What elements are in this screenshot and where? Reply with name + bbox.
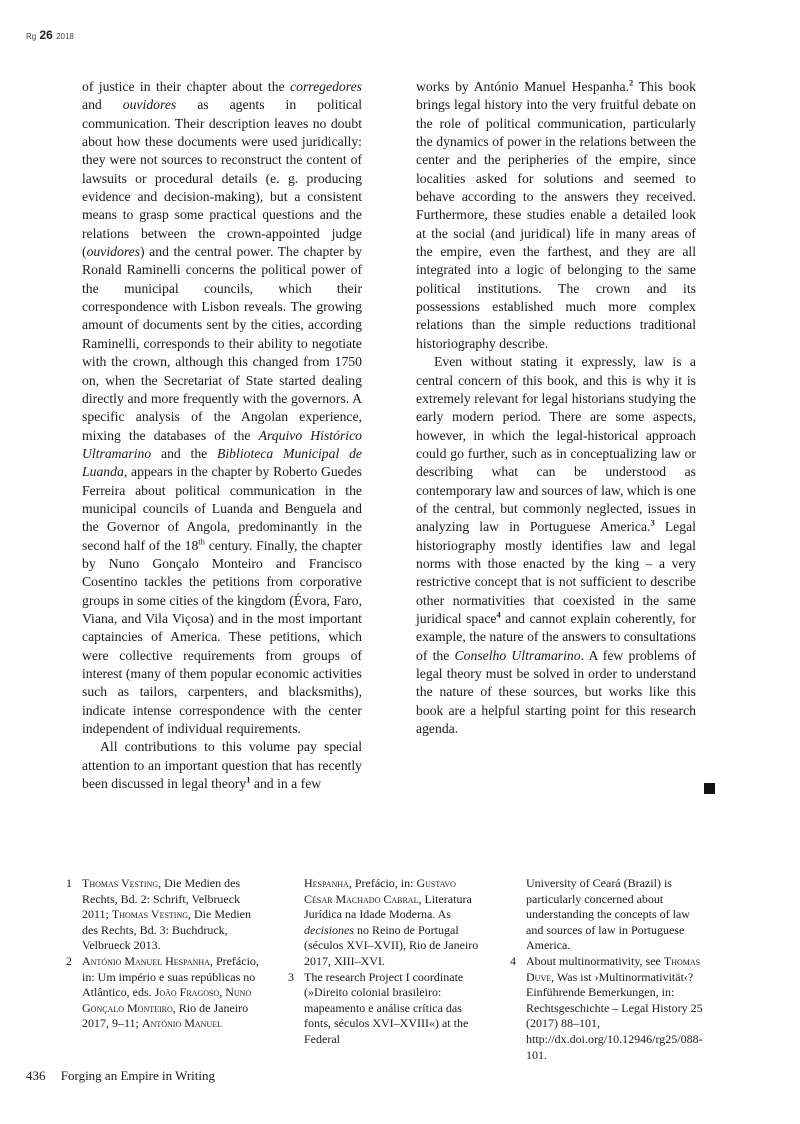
author-name: Hespanha [304,876,349,890]
journal-year: 2018 [56,32,74,41]
text-run: About multinormativity, see [526,953,664,968]
text-run: , Was ist ›Multinormativität‹? Einführende Bemerkungen, in: Rechtsgeschichte – Legal History 25 (2017) 88–101, http://dx.doi.org/10.12946/rg25/088-101. [526,969,703,1062]
ordinal-superscript: th [198,536,205,547]
footnote-number: 4 [510,953,516,968]
footnotes-column-3 [510,876,704,1063]
footnote-number: 2 [66,953,72,968]
text-run: , Prefácio, in: Um império e suas repúblicas no Atlântico, eds. [82,953,259,1000]
left-column [82,78,362,793]
italic-term: Conselho Ultramarino [454,647,581,663]
text-run: no Reino de Portugal (séculos XVI–XVII), Rio de Janeiro 2017, XIII–XVI. [304,922,479,968]
author-name: António Manuel [141,1016,222,1031]
italic-term: ouvidores [86,244,141,260]
italic-term: Arquivo Histórico Ultramarino [82,427,362,461]
italic-term: Biblioteca Municipal de Luanda [82,445,362,480]
footnote-number: 3 [288,969,294,984]
footnote-ref-1[interactable]: 1 [246,774,251,785]
paragraph [416,78,696,353]
footnote-4 [510,954,704,1063]
right-column [416,78,696,738]
text-run: ) and the central power. The chapter by Ronald Raminelli concerns the political power of the municipal councils, which their correspondence with Lisbon reveals. The growing amount of documents sent by the cities, according Raminelli, corresponds to their ability to negotiate with the crown, although this changed from 1750 on, when the Secretariat of State started dealing directly and more frequently with the governors. A specific analysis of the Angolan experience, mixing the databases of the [82,244,362,443]
italic-term: ouvidores [122,97,177,113]
text-run: works by António Manuel Hespanha. [416,79,629,94]
footnote-ref-2[interactable]: 2 [629,77,634,88]
italic-term: corregedores [290,79,362,94]
footnote-ref-4[interactable]: 4 [496,609,501,620]
footnote-2 [66,954,260,1032]
italic-term: decisiones [304,922,354,937]
author-name: Gustavo César Machado Cabral [304,876,456,906]
footnote-3-continued [526,876,704,954]
author-name: Nuno Gonçalo Monteiro [82,985,252,1015]
text-run: , [219,985,226,1000]
journal-volume: 26 [39,28,53,42]
text-run: , appears in the chapter by Roberto Guedes Ferreira about political communication in the municipal councils of Luanda and Benguela and the Governor of Angola, predominantly in the second half of the 18 [82,464,362,553]
text-run: as agents in political communication. Their description leaves no doubt about how these documents were used juridically: they were not sources to reconstruct the content of lawsuits or procedural details (e. g. producing evidence and decision-making), but a consistent means to grasp some practical questions and the relations between the crown-appointed judge ( [82,97,363,260]
footnote-1 [66,876,260,954]
running-title: Forging an Empire in Writing [60,1068,216,1083]
text-run: and in a few [250,776,322,792]
footnotes-column-1 [66,876,260,1032]
text-run: , Literatura Jurídica na Idade Moderna. As [304,891,472,922]
text-run: All contributions to this volume pay special attention to an important question that has recently been discussed in legal theory [82,739,362,792]
text-run: , Die Medien des Rechts, Bd. 3: Buchdruck, Velbrueck 2013. [82,907,251,953]
footnote-ref-3[interactable]: 3 [650,517,655,528]
author-name: João Fragoso [154,985,220,1000]
footnote-number: 1 [66,876,72,890]
text-run: , Prefácio, in: [348,876,417,890]
paragraph [82,738,362,793]
text-run: , Die Medien des Rechts, Bd. 2: Schrift, Velbrueck 2011; [82,876,241,922]
author-name: Thomas Vesting [82,876,159,890]
footnote-2-continued [304,876,482,970]
footnote-3 [288,970,482,1048]
author-name: António Manuel Hespanha [82,953,210,968]
text-run: University of Ceará (Brazil) is particularly concerned about understanding the concepts of law and sources of law in Portuguese America. [526,876,690,953]
text-run: and cannot explain coherently, for example, the nature of the answers to consultations of the [416,610,696,663]
paragraph [416,353,696,738]
running-header [26,28,74,42]
text-run: The research Project I coordinate (»Direito colonial brasileiro: mapeamento e análise crítica das fonts, séculos XVI–XVIII«) at the Federal [304,969,469,1046]
end-of-article-mark [704,783,715,794]
author-name: Thomas Vesting [111,907,189,922]
text-run: of justice in their chapter about the [82,79,291,94]
text-run: century. Finally, the chapter by Nuno Gonçalo Monteiro and Francisco Cosentino tackles the petitions from corporative groups in some cities of the kingdom (Évora, Faro, Viana, and Vila Viçosa) and in the most important captaincies of America. These petitions, which were collective requirements from groups of interest (many of them popular economic activities such as tailors, carpenters, and blacksmiths), indicate intense correspondence with the center independent of individual requirements. [82,537,362,737]
text-run: Legal historiography mostly identifies law and legal norms with those enacted by the king – a very restrictive concept that is not sufficient to describe other normativities that coexisted in the same juridical space [416,519,696,626]
paragraph [82,78,362,738]
page-footer [26,1068,215,1084]
text-run: and the [151,445,218,461]
journal-abbrev: Rg [26,32,37,41]
text-run: . A few problems of legal theory must be solved in order to understand the nature of these sources, but works like this book are a helpful starting point for this research agenda. [416,647,697,737]
text-run: This book brings legal history into the very fruitful debate on the role of political communication, particularly the dynamics of power in the relations between the center and the peripheries of the empire, since localities asked for solutions and seemed to behave according to the answers they received. Furthermore, these studies enable a detailed look at the social (and juridical) life in many areas of the empire, even the farthest, and they are all integrated into a logic of belonging to the same political institutions. The crown and its possessions established much more complex relations than the simple reductions traditional historiography describe. [416,79,696,351]
footnotes-column-2 [288,876,482,1048]
text-run: and [82,97,123,113]
text-run: , Rio de Janeiro 2017, 9–11; [82,1000,249,1031]
text-run: Even without stating it expressly, law is a central concern of this book, and this is why it is extremely relevant for legal historians studying the early modern period. There are some aspects, however, in which the legal-historical approach could go further, such as in conceptualizing law or describing what can be understood as contemporary law and sources of law, which is one of the central, but commonly neglected, issues in analyzing law in Portuguese America. [416,354,696,535]
author-name: Thomas Duve [526,953,701,984]
page-number: 436 [26,1068,46,1083]
